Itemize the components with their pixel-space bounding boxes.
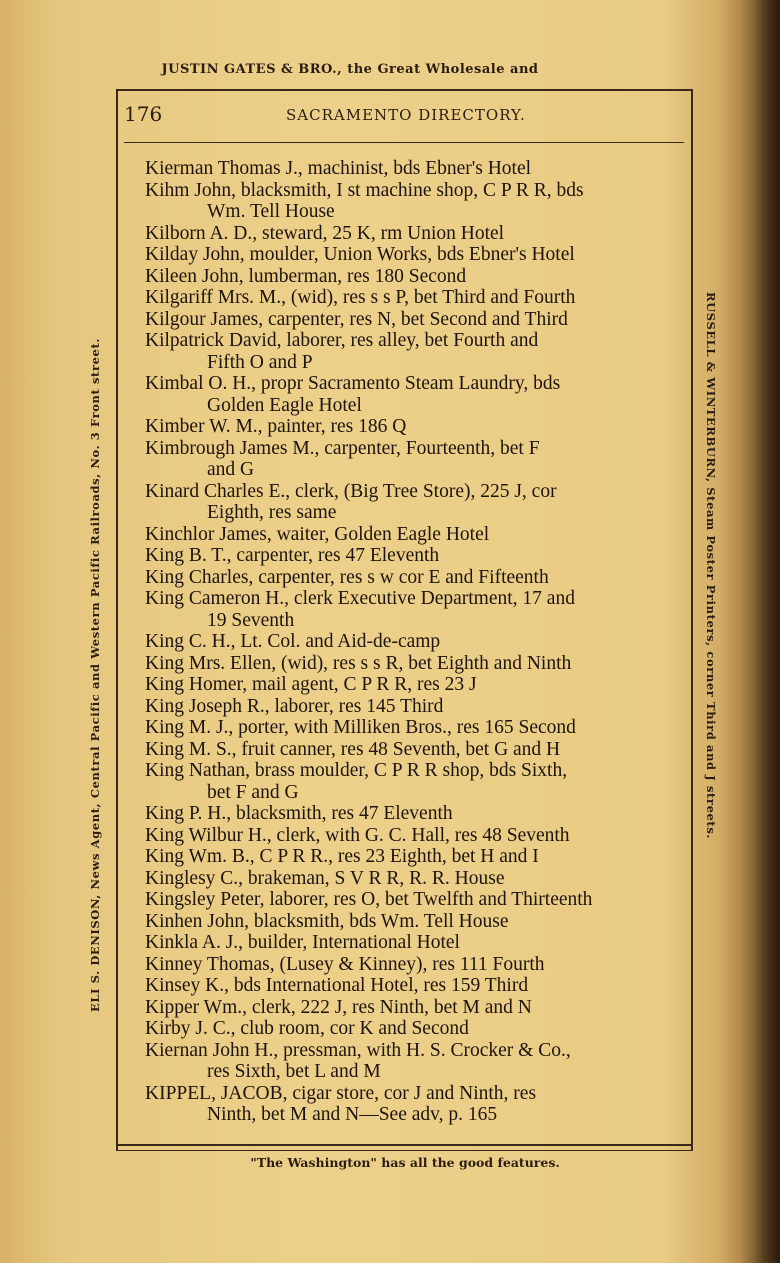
directory-entry [145,309,685,331]
entry-line: Kinhen John, blacksmith, bds Wm. Tell House [145,910,509,932]
directory-entry [145,180,685,223]
entry-line: Kihm John, blacksmith, I st machine shop, C P R R, bds [145,179,584,201]
entry-line: Kimbrough James M., carpenter, Fourteenth, bet F [145,437,540,459]
entry-line: Kinney Thomas, (Lusey & Kinney), res 111 Fourth [145,953,545,975]
directory-entry [145,244,685,266]
directory-entry [145,287,685,309]
directory-entry [145,416,685,438]
entry-line: Kilpatrick David, laborer, res alley, bet Fourth and [145,330,539,351]
directory-entry [145,481,685,524]
directory-entry [145,631,685,653]
entry-line: Kileen John, lumberman, res 180 Second [145,265,467,287]
top-advertisement-banner: JUSTIN GATES & BRO., the Great Wholesale and [161,62,539,77]
frame-right-rule [691,89,693,1151]
directory-entry [145,696,685,718]
frame-bottom-rule-outer [116,1150,692,1151]
entry-line: King M. J., porter, with Milliken Bros., res 165 Second [145,717,576,738]
directory-entry [145,889,685,911]
entry-line: King Cameron H., clerk Executive Department, 17 and [145,588,575,609]
entry-continuation-line: Fifth O and P [207,351,313,373]
directory-entry [145,997,685,1019]
directory-entry [145,373,685,416]
header-rule [124,142,684,143]
page-header [124,102,684,132]
entry-line: Kingsley Peter, laborer, res O, bet Twelfth and Thirteenth [145,889,593,910]
entry-line: Kimbal O. H., propr Sacramento Steam Laundry, bds [145,373,561,394]
page-edge-shadow [720,0,780,1263]
directory-entry [145,717,685,739]
frame-bottom-rule [116,1144,692,1146]
entry-line: Kilgariff Mrs. M., (wid), res s s P, bet Third and Fourth [145,287,576,308]
entry-line: Kipper Wm., clerk, 222 J, res Ninth, bet M and N [145,996,532,1018]
directory-entry [145,438,685,481]
directory-entry [145,330,685,373]
directory-entry [145,524,685,546]
directory-entry [145,545,685,567]
page-number: 176 [124,102,163,126]
entry-line: Kinsey K., bds International Hotel, res 159 Third [145,975,529,996]
entry-line: King Homer, mail agent, C P R R, res 23 J [145,674,477,695]
entry-line: King Wilbur H., clerk, with G. C. Hall, res 48 Seventh [145,824,570,846]
entry-line: Kierman Thomas J., machinist, bds Ebner's Hotel [145,158,532,179]
entry-continuation-line: Wm. Tell House [207,201,335,222]
directory-entry [145,567,685,589]
right-margin-advertisement: RUSSELL & WINTERBURN, Steam Poster Printers, corner Third and J streets. [704,292,718,840]
directory-entry [145,803,685,825]
entry-continuation-line: res Sixth, bet L and M [207,1061,381,1082]
directory-entry [145,1083,685,1126]
entry-line: Kinchlor James, waiter, Golden Eagle Hotel [145,523,490,545]
running-head: SACRAMENTO DIRECTORY. [286,106,526,124]
entry-line: King P. H., blacksmith, res 47 Eleventh [145,803,453,824]
entry-line: Kinkla A. J., builder, International Hotel [145,932,460,953]
directory-entry [145,653,685,675]
entry-line: Kilgour James, carpenter, res N, bet Second and Third [145,308,568,330]
directory-entries [145,158,685,1126]
directory-entry [145,868,685,890]
entry-line: King B. T., carpenter, res 47 Eleventh [145,545,440,566]
entry-line: Kinard Charles E., clerk, (Big Tree Store), 225 J, cor [145,480,557,502]
entry-line: King Mrs. Ellen, (wid), res s s R, bet Eighth and Ninth [145,652,572,674]
directory-entry [145,158,685,180]
entry-line: Kirby J. C., club room, cor K and Second [145,1018,469,1039]
entry-continuation-line: bet F and G [207,781,299,803]
entry-continuation-line: 19 Seventh [207,609,295,631]
entry-line: King Joseph R., laborer, res 145 Third [145,695,444,717]
directory-entry [145,739,685,761]
entry-line: King Charles, carpenter, res s w cor E and Fifteenth [145,566,549,588]
entry-continuation-line: Eighth, res same [207,502,337,523]
directory-entry [145,825,685,847]
entry-continuation-line: Golden Eagle Hotel [207,394,362,416]
directory-entry [145,1040,685,1083]
frame-top-rule [116,89,692,91]
entry-line: KIPPEL, JACOB, cigar store, cor J and Ninth, res [145,1082,537,1104]
left-margin-advertisement: ELI S. DENISON, News Agent, Central Pacific and Western Pacific Railroads, No. 3 Front street. [88,338,102,1012]
directory-entry [145,975,685,997]
entry-line: Kiernan John H., pressman, with H. S. Crocker & Co., [145,1039,571,1061]
directory-entry [145,588,685,631]
directory-entry [145,911,685,933]
entry-line: King Wm. B., C P R R., res 23 Eighth, bet H and I [145,846,539,867]
entry-line: Kilday John, moulder, Union Works, bds Ebner's Hotel [145,244,575,265]
entry-continuation-line: Ninth, bet M and N—See adv, p. 165 [207,1104,498,1125]
frame-left-rule [116,89,118,1151]
directory-entry [145,760,685,803]
entry-line: Kimber W. M., painter, res 186 Q [145,416,407,437]
entry-line: King M. S., fruit canner, res 48 Seventh, bet G and H [145,738,561,760]
directory-entry [145,674,685,696]
directory-entry [145,1018,685,1040]
directory-entry [145,266,685,288]
entry-line: Kilborn A. D., steward, 25 K, rm Union Hotel [145,222,505,244]
entry-line: King Nathan, brass moulder, C P R R shop, bds Sixth, [145,760,568,781]
entry-continuation-line: and G [207,459,255,480]
bottom-advertisement-banner: "The Washington" has all the good features. [250,1155,560,1170]
entry-line: Kinglesy C., brakeman, S V R R, R. R. House [145,867,505,889]
directory-entry [145,954,685,976]
entry-line: King C. H., Lt. Col. and Aid-de-camp [145,631,441,652]
directory-entry [145,932,685,954]
directory-entry [145,223,685,245]
directory-entry [145,846,685,868]
